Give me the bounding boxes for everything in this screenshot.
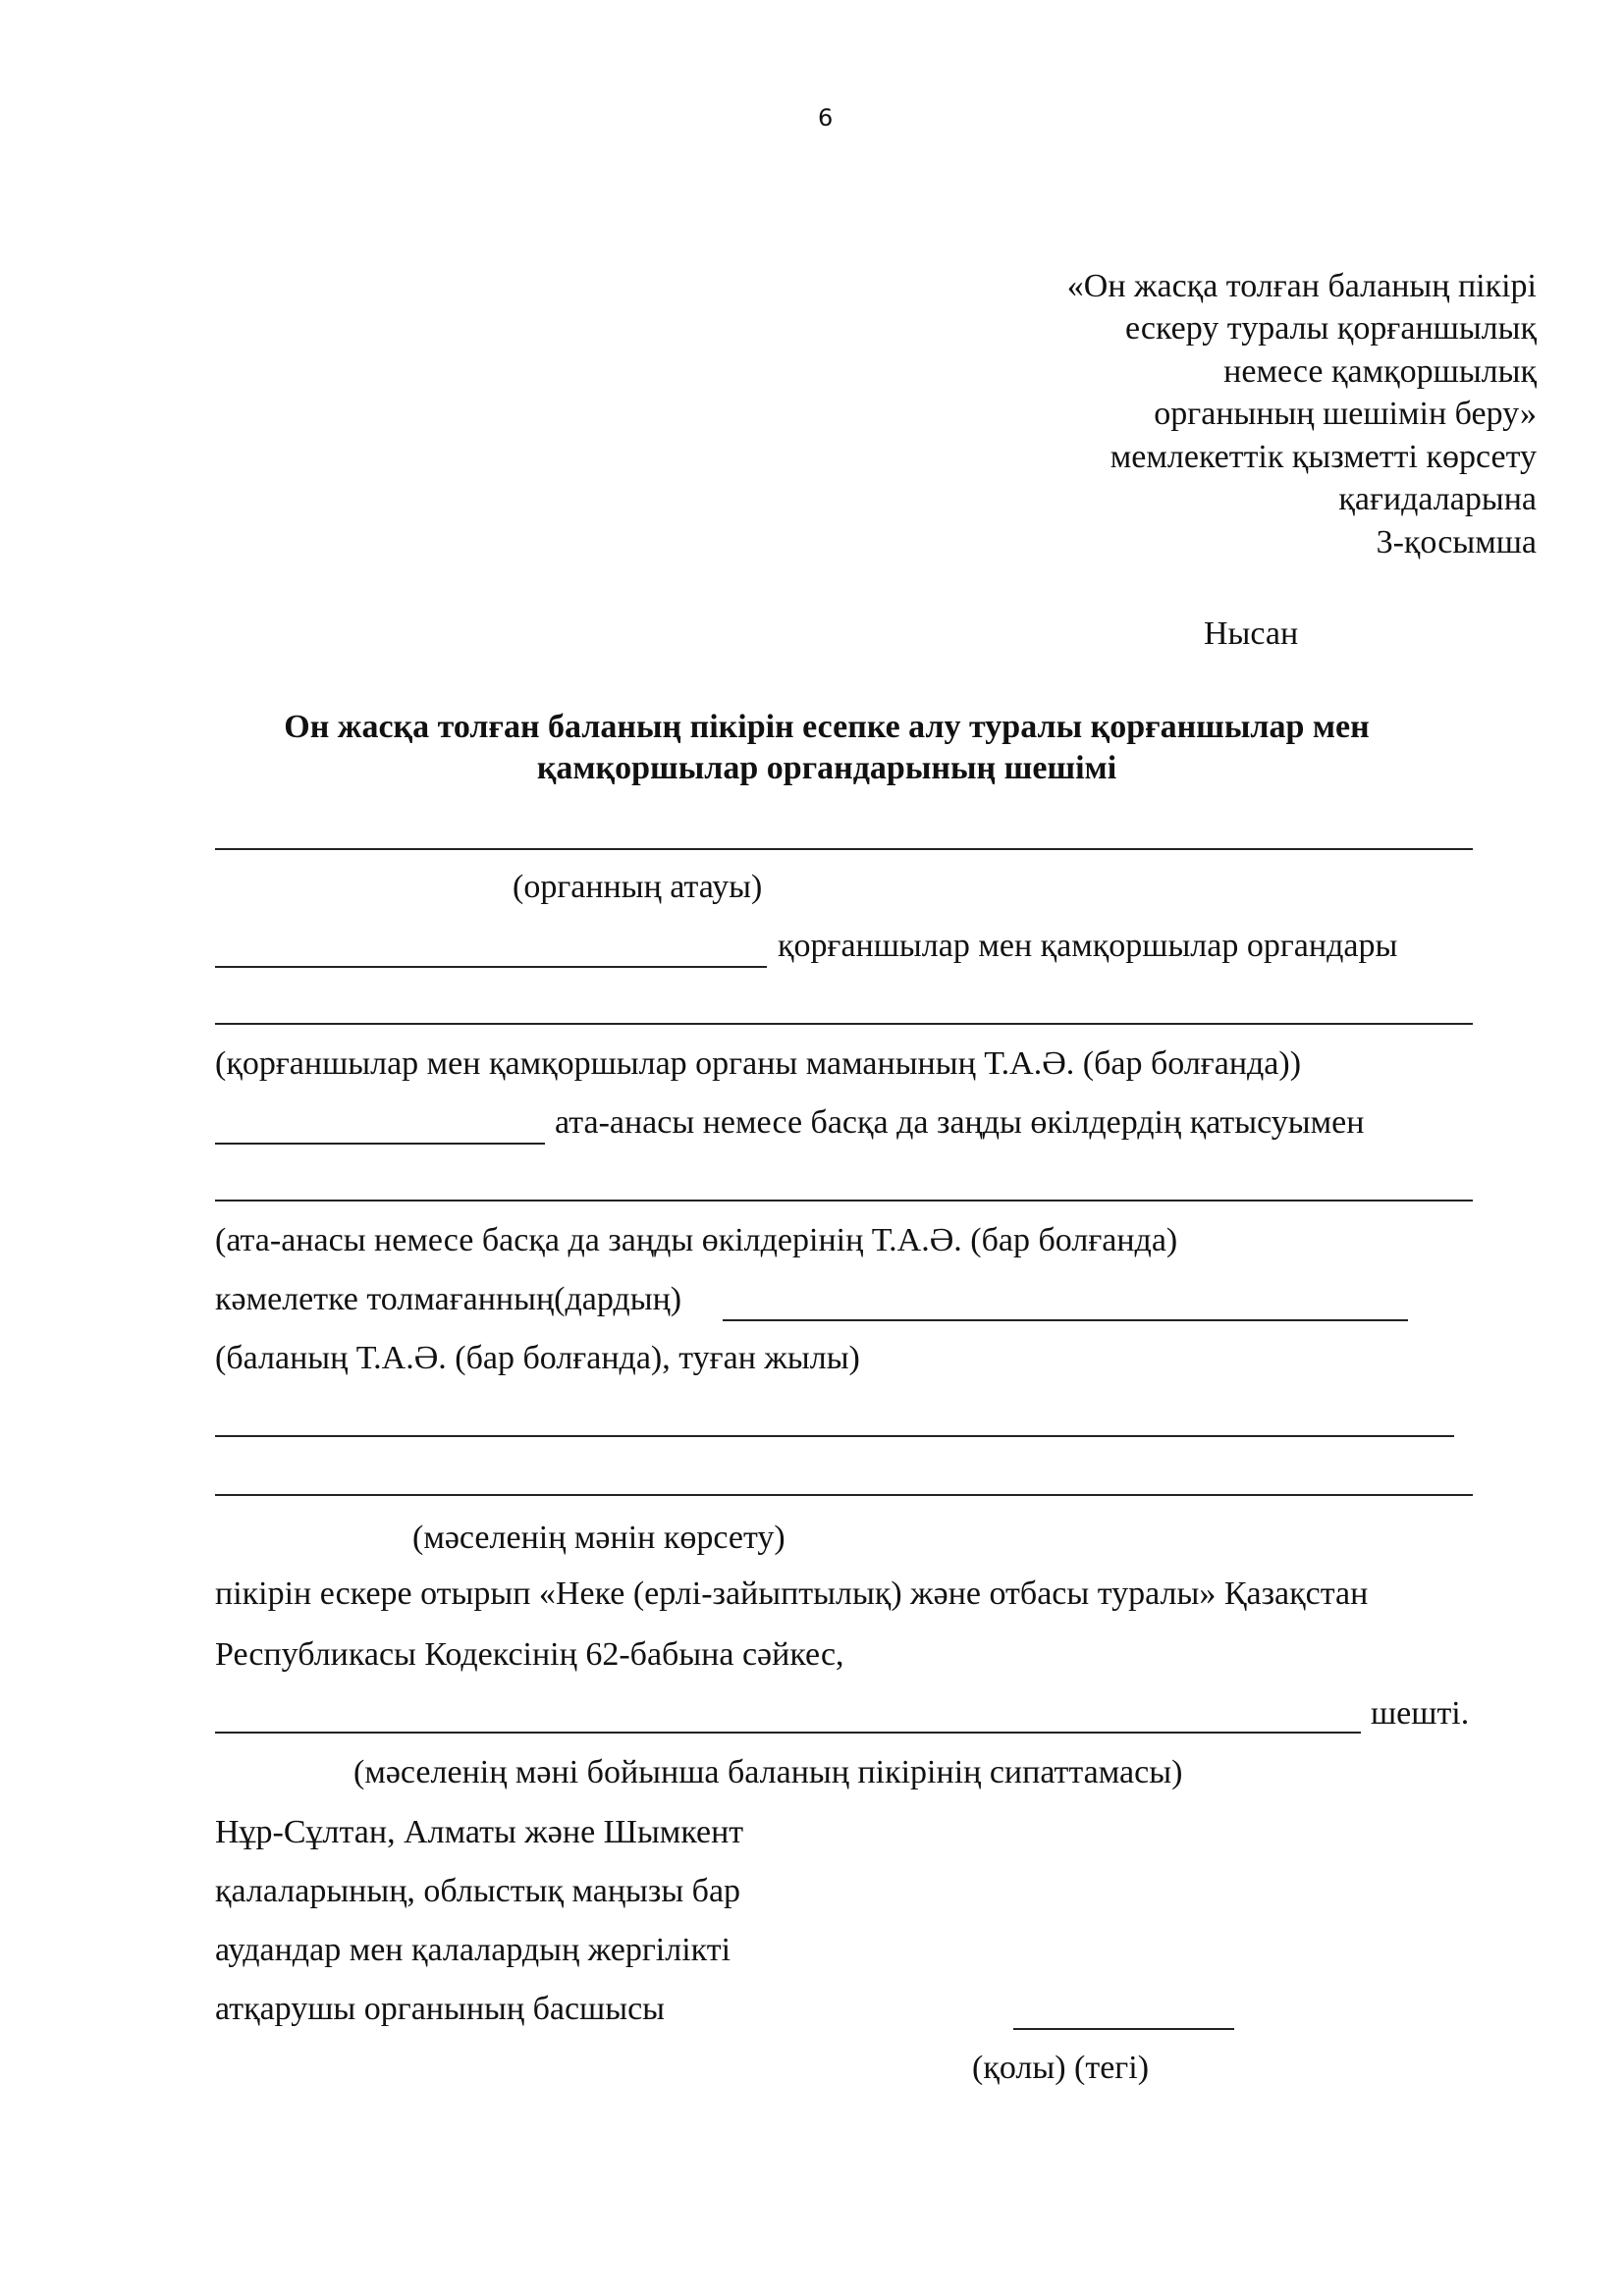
blank-line[interactable] <box>215 1023 1473 1025</box>
blank-line[interactable] <box>215 848 1473 850</box>
blank-line[interactable] <box>215 1494 1473 1496</box>
field-hint: (қолы) (тегі) <box>972 2050 1150 2086</box>
form-label: Нысан <box>1204 615 1299 652</box>
blank-line[interactable] <box>215 1435 1454 1437</box>
document-title: қамқоршылар органдарының шешімі <box>536 750 1117 786</box>
annex-line: немесе қамқоршылық <box>1223 353 1537 390</box>
body-text: пікірін ескере отырып «Неке (ерлі-зайыптылық) және отбасы туралы» Қазақстан <box>215 1575 1369 1612</box>
signatory-line: атқарушы органының басшысы <box>215 1991 666 2027</box>
body-text: кәмелетке толмағанның(дардың) <box>215 1281 682 1317</box>
body-text: шешті. <box>1371 1695 1470 1732</box>
annex-line: 3-қосымша <box>1376 524 1537 561</box>
body-text: қорғаншылар мен қамқоршылар органдары <box>778 928 1398 964</box>
signatory-line: қалаларының, облыстық маңызы бар <box>215 1873 741 1909</box>
page-number: 6 <box>818 104 834 132</box>
signatory-line: аудандар мен қалалардың жергілікті <box>215 1932 731 1968</box>
annex-line: қағидаларына <box>1338 481 1537 517</box>
field-hint: (ата-анасы немесе басқа да заңды өкілдерінің Т.А.Ә. (бар болғанда) <box>215 1222 1178 1258</box>
annex-line: мемлекеттік қызметті көрсету <box>1110 439 1537 475</box>
blank-line[interactable] <box>215 1200 1473 1201</box>
annex-line: ескеру туралы қорғаншылық <box>1124 310 1537 347</box>
field-hint: (органның атауы) <box>513 869 763 905</box>
blank-line[interactable] <box>723 1319 1408 1321</box>
field-hint: (мәселенің мәні бойынша баланың пікірінің сипаттамасы) <box>353 1754 1183 1790</box>
annex-line: «Он жасқа толған баланың пікірі <box>1066 268 1537 304</box>
field-hint: (қорғаншылар мен қамқоршылар органы маманының Т.А.Ә. (бар болғанда)) <box>215 1045 1302 1082</box>
body-text: Республикасы Кодексінің 62-бабына сәйкес, <box>215 1636 844 1673</box>
field-hint: (мәселенің мәнін көрсету) <box>412 1520 785 1556</box>
blank-line[interactable] <box>215 1143 545 1145</box>
blank-line[interactable] <box>215 966 767 968</box>
signatory-line: Нұр-Сұлтан, Алматы және Шымкент <box>215 1814 744 1850</box>
signature-line[interactable] <box>1013 2028 1234 2030</box>
blank-line[interactable] <box>215 1732 1361 1734</box>
annex-line: органының шешімін беру» <box>1154 396 1537 432</box>
field-hint: (баланың Т.А.Ә. (бар болғанда), туған жылы) <box>215 1340 860 1376</box>
body-text: ата-анасы немесе басқа да заңды өкілдердің қатысуымен <box>555 1104 1365 1141</box>
document-title: Он жасқа толған баланың пікірін есепке алу туралы қорғаншылар мен <box>284 709 1370 745</box>
